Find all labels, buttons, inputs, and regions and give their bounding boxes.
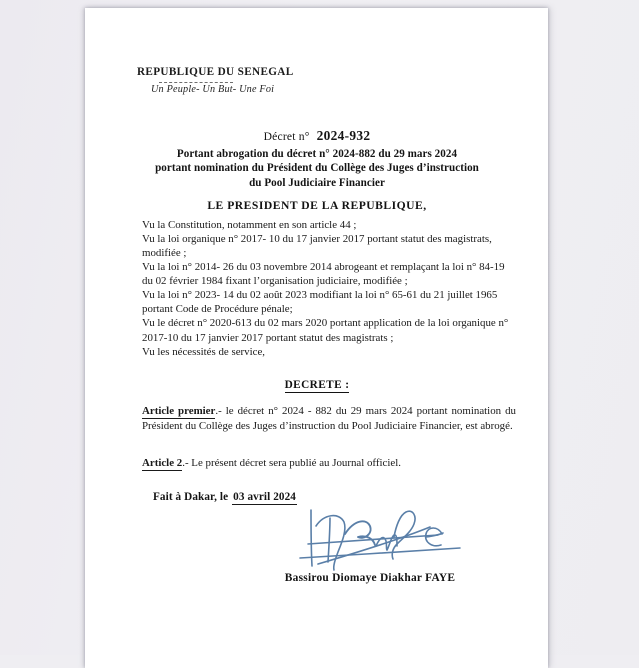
decree-label: Décret n° (263, 130, 310, 143)
article-second-separator: .- (182, 457, 192, 469)
article-second-label: Article 2 (142, 457, 183, 469)
enacting-clause-text: DECRETE : (284, 379, 350, 391)
recital-item: Vu la loi organique n° 2017- 10 du 17 janvier 2017 portant statut des magistrats, modifiée ; (142, 233, 492, 260)
place-and-date (153, 491, 297, 503)
recital-item: Vu la loi n° 2014- 26 du 03 novembre 2014 abrogeant et remplaçant la loi n° 84-19 du 02 février 1984 fixant l’organisation judiciaire, modifiée ; (142, 261, 505, 288)
recitals-block (142, 218, 514, 359)
national-motto: Un Peuple- Un But- Une Foi (151, 84, 275, 95)
decree-subtitle-line-1: Portant abrogation du décret n° 2024-882 du 29 mars 2024 (176, 147, 458, 160)
article-first-separator: .- (215, 405, 226, 417)
article-second (142, 456, 516, 471)
decree-title-block (111, 128, 523, 191)
republic-heading: REPUBLIQUE DU SENEGAL (137, 66, 294, 78)
recital-item: Vu les nécessités de service, (142, 345, 266, 358)
recital-item: Vu le décret n° 2020-613 du 02 mars 2020 portant application de la loi organique n° 2017-10 du 17 janvier 2017 portant statut des magistrats ; (142, 317, 509, 344)
enacting-clause (111, 379, 523, 391)
article-first-text: le décret n° 2024 - 882 du 29 mars 2024 portant nomination du Président du Collège des Juges d’instruction du Pool Judiciaire Financier, est abrogé. (142, 405, 516, 432)
recital-item: Vu la loi n° 2023- 14 du 02 août 2023 modifiant la loi n° 65-61 du 21 juillet 1965 portant Code de Procédure pénale; (142, 289, 498, 316)
decree-subtitle-line-3: du Pool Judiciaire Financier (249, 177, 385, 190)
authority-heading: LE PRESIDENT DE LA REPUBLIQUE, (207, 199, 427, 212)
handwritten-signature-icon (290, 504, 500, 572)
signature-date: 03 avril 2024 (233, 491, 296, 503)
decree-number-line (111, 128, 523, 145)
decree-subtitle (111, 147, 523, 191)
article-first (142, 404, 516, 433)
letterhead (137, 66, 397, 95)
header-divider (159, 82, 233, 83)
article-first-label: Article premier (142, 405, 216, 417)
signatory-name: Bassirou Diomaye Diakhar FAYE (284, 572, 456, 584)
recital-item: Vu la Constitution, notamment en son article 44 ; (142, 219, 357, 231)
place-prefix: Fait à Dakar, le (153, 491, 229, 503)
decree-subtitle-line-2: portant nomination du Président du Collège des Juges d’instruction (155, 162, 479, 175)
decree-number: 2024-932 (316, 128, 371, 143)
article-second-text: Le présent décret sera publié au Journal officiel. (191, 457, 401, 469)
document-page (85, 8, 548, 668)
